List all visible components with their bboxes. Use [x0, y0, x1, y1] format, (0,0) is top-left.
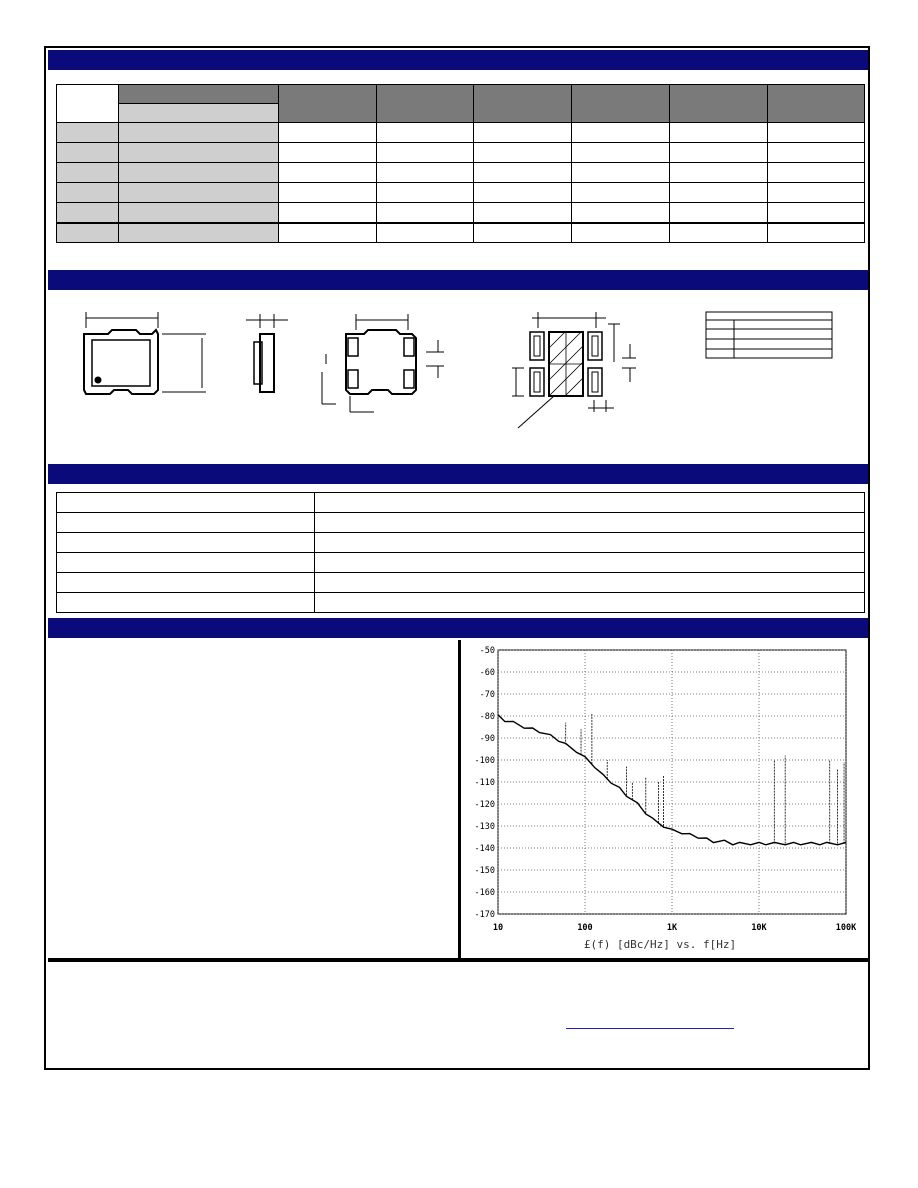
spec-row	[57, 183, 865, 203]
env-row	[57, 533, 865, 553]
datasheet-frame	[44, 46, 870, 1070]
section-header-bar-environmental	[48, 464, 868, 484]
spec-header-cell	[768, 85, 865, 123]
env-row	[57, 593, 865, 613]
spec-header-cell	[670, 85, 768, 123]
package-dimension-drawings	[46, 292, 868, 462]
spec-header-row	[57, 85, 865, 104]
y-tick-label: -50	[479, 646, 495, 656]
y-tick-label: -140	[474, 844, 495, 854]
y-tick-label: -150	[474, 866, 495, 876]
env-row	[57, 513, 865, 533]
package-top-view	[84, 312, 206, 394]
spec-row	[57, 223, 865, 243]
x-tick-label: 1K	[666, 923, 678, 933]
y-tick-label: -70	[479, 690, 495, 700]
y-tick-label: -80	[479, 712, 495, 722]
package-bottom-view	[322, 314, 444, 412]
section-header-bar-phase-noise	[48, 618, 868, 638]
section-header-bar-dimensions	[48, 270, 868, 290]
x-tick-label: 10	[492, 923, 504, 933]
y-tick-label: -170	[474, 910, 495, 920]
footer-web-link-underline[interactable]	[566, 1028, 734, 1029]
pin-connection-table	[706, 312, 832, 358]
chart-y-tick-labels	[475, 646, 495, 920]
section-separator	[48, 958, 868, 962]
y-tick-label: -160	[474, 888, 495, 898]
spec-corner-cell	[57, 85, 119, 123]
phase-noise-description-panel	[48, 640, 461, 958]
spec-row	[57, 163, 865, 183]
phase-noise-chart	[460, 640, 868, 958]
y-tick-label: -130	[474, 822, 495, 832]
y-tick-label: -60	[479, 668, 495, 678]
y-tick-label: -90	[479, 734, 495, 744]
package-side-view	[246, 314, 288, 392]
x-tick-label: 100K	[835, 923, 857, 933]
specifications-table	[56, 84, 865, 243]
x-tick-label: 100	[577, 923, 593, 933]
env-row	[57, 493, 865, 513]
spec-subheader-cell	[119, 104, 279, 123]
spec-header-cell	[279, 85, 377, 123]
env-row	[57, 553, 865, 573]
spec-header-cell	[474, 85, 572, 123]
spec-header-cell	[377, 85, 474, 123]
spec-row	[57, 203, 865, 223]
y-tick-label: -100	[474, 756, 495, 766]
y-tick-label: -110	[474, 778, 495, 788]
section-header-bar-specifications	[48, 50, 868, 70]
spec-row	[57, 123, 865, 143]
y-tick-label: -120	[474, 800, 495, 810]
environmental-table	[56, 492, 865, 613]
spec-row	[57, 143, 865, 163]
chart-x-axis-label: £(f) [dBc/Hz] vs. f[Hz]	[583, 938, 737, 951]
chart-x-tick-labels	[493, 923, 857, 933]
spec-header-cell	[119, 85, 279, 104]
env-row	[57, 573, 865, 593]
recommended-land-pattern	[512, 312, 636, 428]
x-tick-label: 10K	[751, 923, 767, 933]
spec-header-cell	[572, 85, 670, 123]
